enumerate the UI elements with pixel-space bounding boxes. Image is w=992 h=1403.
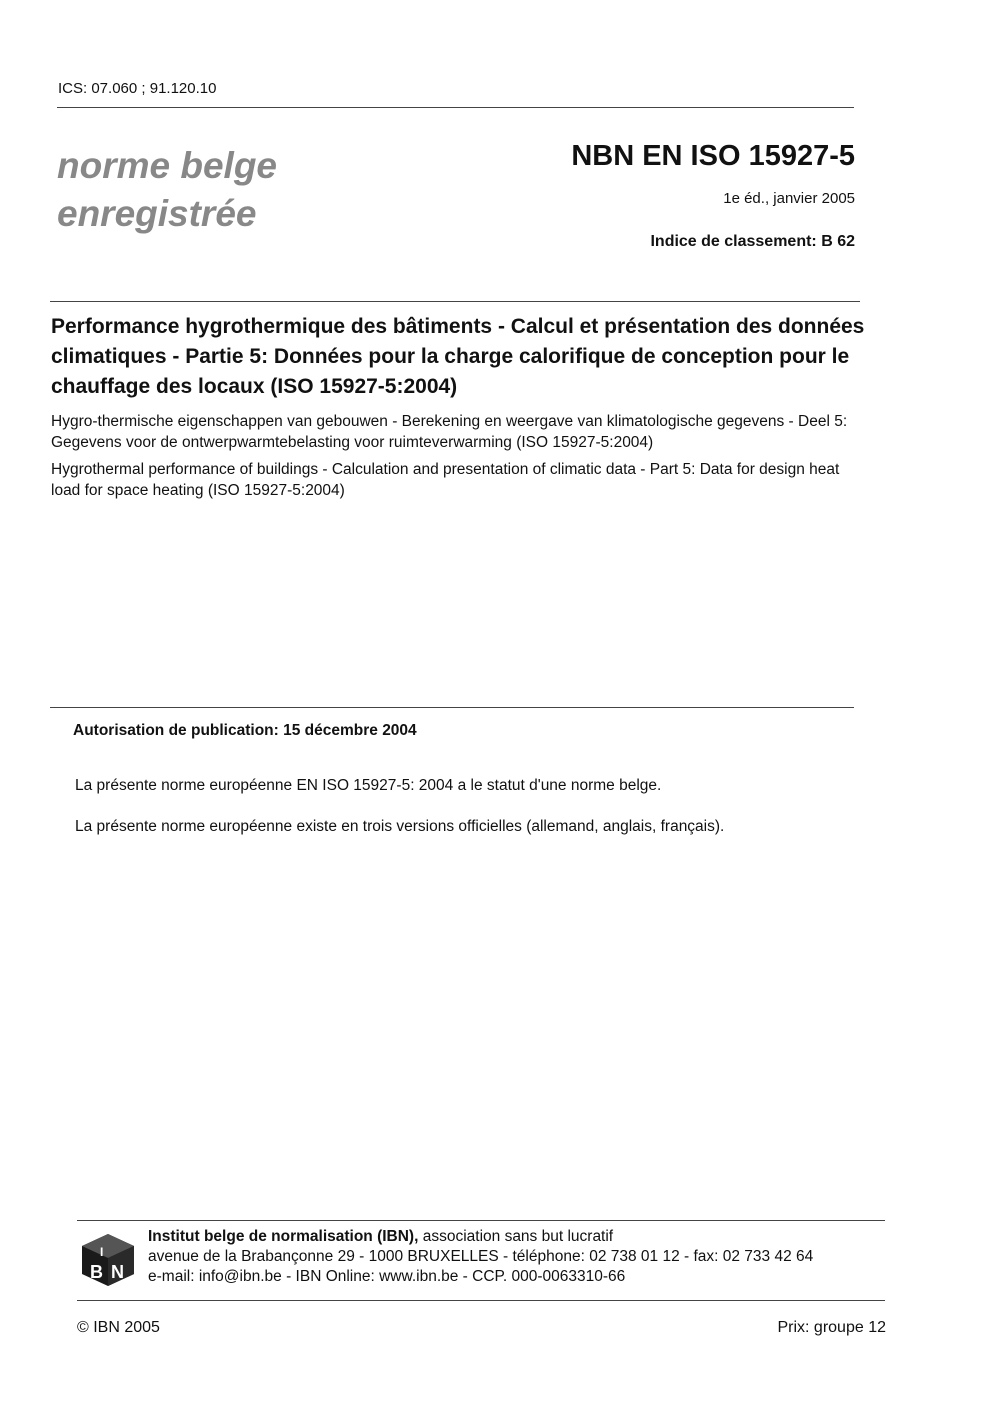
norme-belge-line2: enregistrée: [57, 193, 257, 234]
copyright: © IBN 2005: [77, 1319, 160, 1336]
svg-text:B: B: [90, 1262, 103, 1282]
footer-org-name: Institut belge de normalisation (IBN),: [148, 1228, 419, 1245]
title-dutch: Hygro-thermische eigenschappen van gebouwen - Berekening en weergave van klimatologische gegevens - Deel 5: Gegevens voor de ontwerpwarmtebelasting voor ruimteverwarming (ISO 15927-5:2004): [51, 413, 848, 451]
footer-org-type: association sans but lucratif: [418, 1228, 614, 1245]
svg-text:N: N: [111, 1262, 124, 1282]
title-french: Performance hygrothermique des bâtiments - Calcul et présentation des données climatiques - Partie 5: Données pour la charge calorifique de conception pour le chauffage des locaux (ISO 15927-5:2004): [51, 315, 865, 398]
standard-code: NBN EN ISO 15927-5: [571, 140, 855, 172]
price-group: Prix: groupe 12: [777, 1319, 886, 1336]
status-paragraph: La présente norme européenne EN ISO 15927-5: 2004 a le statut d'une norme belge.: [75, 777, 662, 794]
ics-code: ICS: 07.060 ; 91.120.10: [58, 80, 217, 97]
footer-contact: e-mail: info@ibn.be - IBN Online: www.ibn.be - CCP. 000-0063310-66: [148, 1268, 626, 1285]
footer-address-block: [148, 1227, 813, 1287]
title-english: Hygrothermal performance of buildings - Calculation and presentation of climatic data - Part 5: Data for design heat load for space heating (ISO 15927-5:2004): [51, 461, 840, 499]
norme-belge-label: [57, 142, 277, 238]
footer-org-line: [148, 1227, 813, 1247]
publication-authorisation: Autorisation de publication: 15 décembre 2004: [73, 722, 417, 739]
footer-top-divider: [77, 1220, 885, 1221]
norme-belge-line1: norme belge: [57, 145, 277, 186]
footer-address: avenue de la Brabançonne 29 - 1000 BRUXELLES - téléphone: 02 738 01 12 - fax: 02 733 42 64: [148, 1248, 814, 1265]
svg-text:I: I: [100, 1245, 104, 1259]
publication-divider: [50, 707, 854, 708]
footer-bottom-divider: [77, 1300, 885, 1301]
edition-date: 1e éd., janvier 2005: [723, 190, 855, 207]
versions-paragraph: La présente norme européenne existe en trois versions officielles (allemand, anglais, français).: [75, 818, 725, 835]
ibn-logo-icon: [80, 1232, 136, 1288]
header-divider: [57, 107, 854, 108]
classification-index: Indice de classement: B 62: [650, 233, 855, 250]
title-divider: [50, 301, 860, 302]
